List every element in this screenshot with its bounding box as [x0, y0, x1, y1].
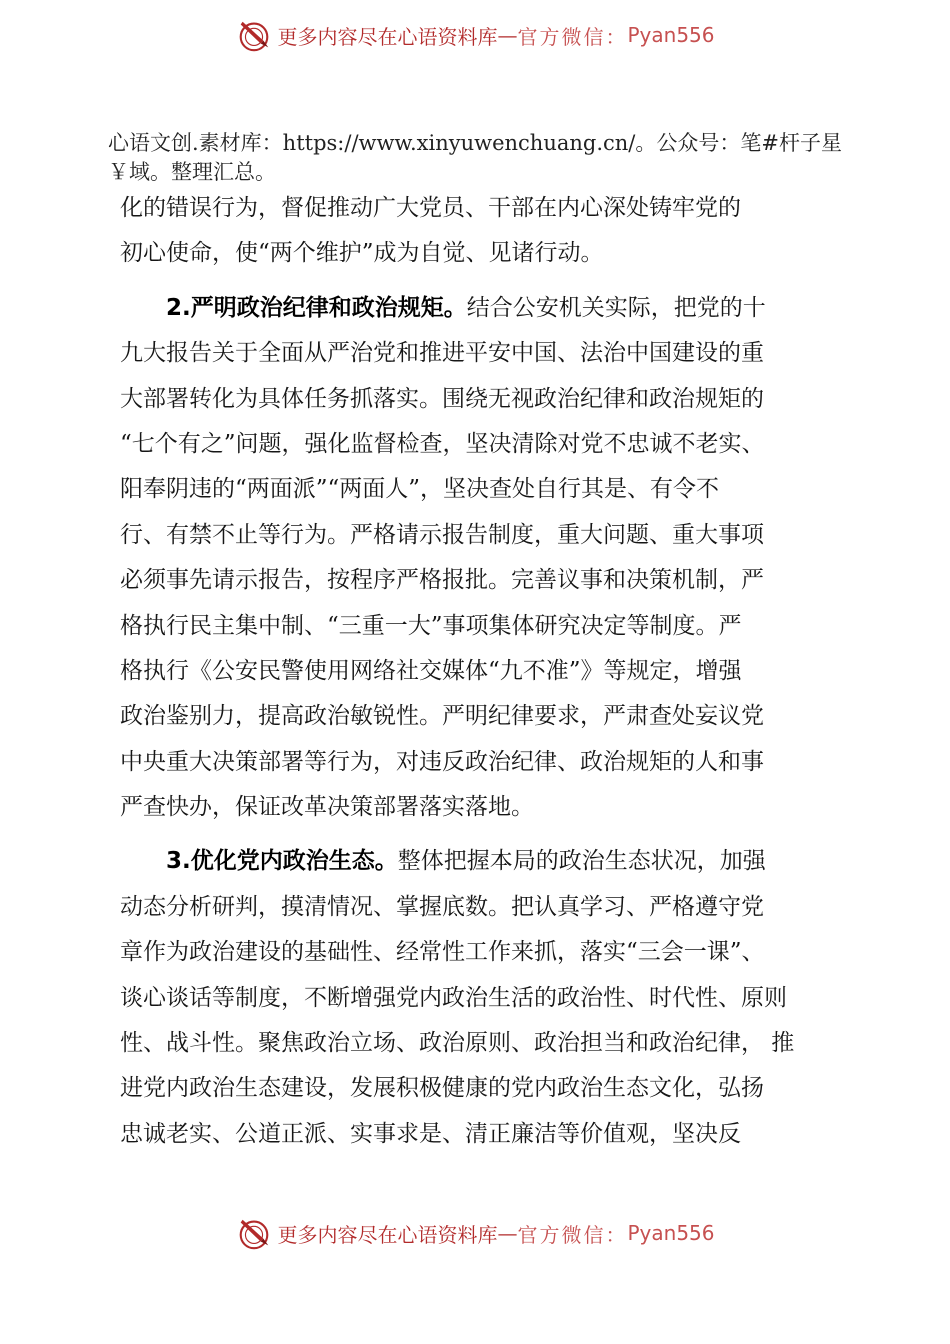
para2-line: 必须事先请示报告，按程序严格报批。完善议事和决策机制，严	[120, 567, 764, 594]
para2-line: “七个有之”问题，强化监督检查，坚决清除对党不忠诚不老实、	[120, 430, 765, 457]
quill-seal-icon	[235, 16, 273, 54]
para1-line: 化的错误行为，督促推动广大党员、干部在内心深处铸牢党的	[120, 195, 741, 221]
para2-first-line-rest: 结合公安机关实际，把党的十	[466, 294, 766, 321]
header-wechat-label: 官方微信：	[517, 24, 628, 49]
header-slogan: 更多内容尽在心语资料库	[277, 24, 498, 49]
source-note: 心语文创.素材库：https://www.xinyuwenchuang.cn/。公众号：笔#杆子星￥域。整理汇总。	[108, 131, 842, 184]
para2-line: 严查快办，保证改革决策部署落实落地。	[120, 794, 534, 821]
footer-wechat-label: 官方微信：	[517, 1222, 628, 1247]
para2-first-line	[120, 286, 832, 331]
footer-watermark	[0, 1208, 950, 1258]
para2-line: 阳奉阴违的“两面派”“两面人”，坚决查处自行其是、有令不	[120, 476, 720, 503]
footer-separator: —	[497, 1221, 518, 1245]
para3-heading: 3.优化党内政治生态。	[166, 848, 398, 875]
header-watermark	[0, 10, 950, 60]
footer-slogan: 更多内容尽在心语资料库	[277, 1222, 498, 1247]
para3-first-line-rest: 整体把握本局的政治生态状况，加强	[397, 848, 766, 875]
document-body	[120, 186, 832, 1157]
para2-line: 格执行《公安民警使用网络社交媒体“九不准”》等规定，增强	[120, 657, 742, 684]
quill-seal-icon	[235, 1214, 273, 1252]
para2-line: 大部署转化为具体任务抓落实。围绕无视政治纪律和政治规矩的	[120, 385, 764, 412]
para3-line: 谈心谈话等制度，不断增强党内政治生活的政治性、时代性、原则	[120, 984, 787, 1011]
footer-wechat-id: Pyan556	[627, 1221, 715, 1245]
para2-line: 格执行民主集中制、“三重一大”事项集体研究决定等制度。严	[120, 612, 742, 639]
para3-line: 动态分析研判，摸清情况、掌握底数。把认真学习、严格遵守党	[120, 893, 764, 920]
para3-first-line	[120, 839, 832, 884]
para2-line: 政治鉴别力，提高政治敏锐性。严明纪律要求，严肃查处妄议党	[120, 703, 764, 730]
para3-line: 章作为政治建设的基础性、经常性工作来抓，落实“三会一课”、	[120, 939, 765, 966]
header-separator: —	[497, 23, 518, 47]
para1-line: 初心使命，使“两个维护”成为自觉、见诸行动。	[120, 240, 604, 267]
para2-line: 中央重大决策部署等行为，对违反政治纪律、政治规矩的人和事	[120, 748, 764, 775]
para3-line: 进党内政治生态建设，发展积极健康的党内政治生态文化，弘扬	[120, 1075, 764, 1102]
para3-line: 忠诚老实、公道正派、实事求是、清正廉洁等价值观，坚决反	[120, 1120, 741, 1147]
para3-line: 性、战斗性。聚焦政治立场、政治原则、政治担当和政治纪律， 推	[120, 1030, 795, 1057]
para2-line: 九大报告关于全面从严治党和推进平安中国、法治中国建设的重	[120, 340, 764, 367]
header-wechat-id: Pyan556	[627, 23, 715, 47]
para2-heading: 2.严明政治纪律和政治规矩。	[166, 294, 467, 321]
para2-line: 行、有禁不止等行为。严格请示报告制度，重大问题、重大事项	[120, 521, 764, 548]
